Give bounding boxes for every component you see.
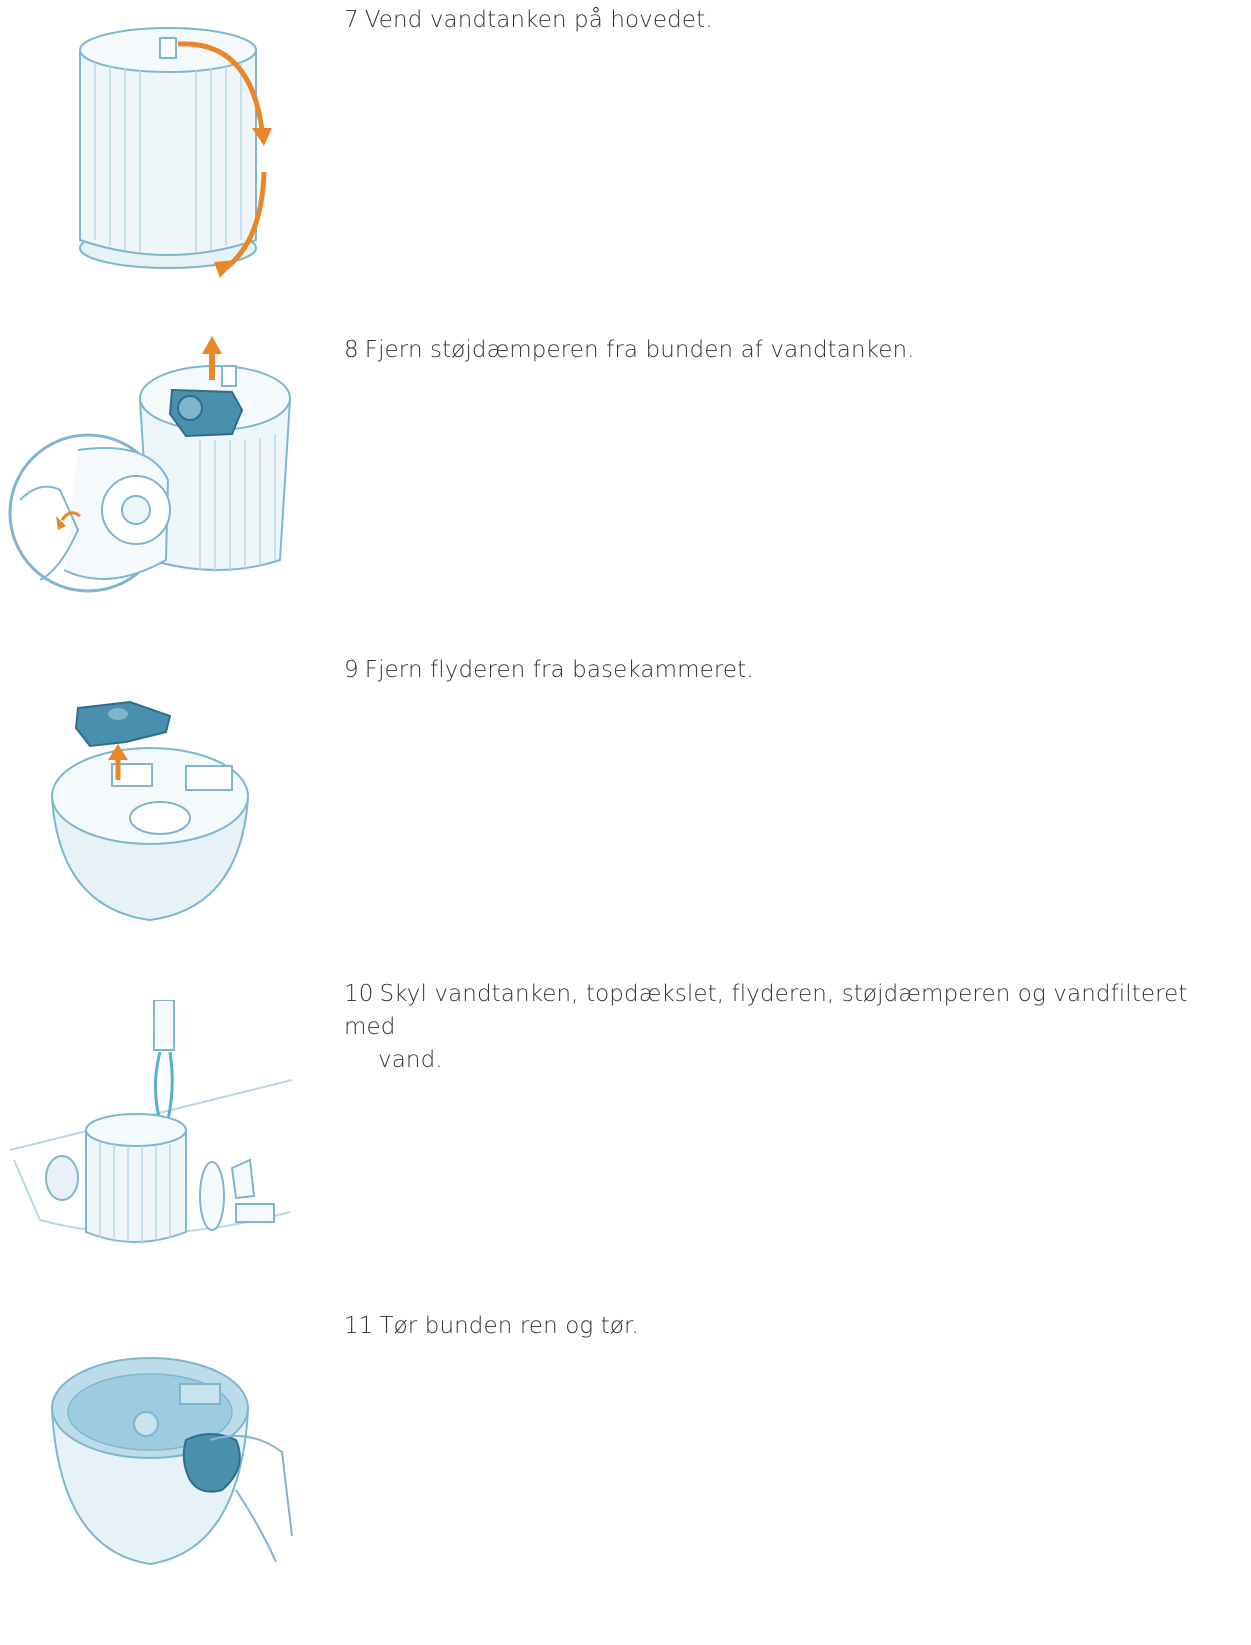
step-11-text: [344, 1310, 639, 1343]
step-8-text: [344, 334, 915, 367]
step-8-number: 8: [344, 337, 359, 363]
wipe-base-illustration: [0, 1340, 300, 1640]
step-9: [0, 657, 1251, 968]
step-11-number: 11: [344, 1313, 374, 1339]
step-9-text: [344, 654, 754, 687]
step-9-number: 9: [344, 657, 359, 683]
step-9-label: Fjern flyderen fra basekammeret.: [364, 657, 754, 683]
step-7-text: [344, 4, 713, 37]
step-7-number: 7: [344, 7, 359, 33]
step-11-label: Tør bunden ren og tør.: [379, 1313, 639, 1339]
remove-silencer-illustration: [0, 330, 300, 630]
rinse-parts-illustration: [0, 1000, 300, 1300]
step-11: [0, 1313, 1251, 1640]
step-7-label: Vend vandtanken på hovedet.: [364, 7, 713, 33]
step-10-label-continued: vand.: [378, 1047, 443, 1073]
step-7: [0, 0, 1251, 300]
step-10-text: [344, 978, 1244, 1077]
remove-float-illustration: [0, 668, 300, 968]
step-10-number: 10: [344, 981, 374, 1007]
step-10-label: Skyl vandtanken, topdækslet, flyderen, støjdæmperen og vandfilteret med: [344, 981, 1188, 1040]
flip-tank-illustration: [0, 0, 300, 300]
step-8-label: Fjern støjdæmperen fra bunden af vandtanken.: [364, 337, 915, 363]
step-10: [0, 981, 1251, 1300]
step-8: [0, 330, 1251, 630]
